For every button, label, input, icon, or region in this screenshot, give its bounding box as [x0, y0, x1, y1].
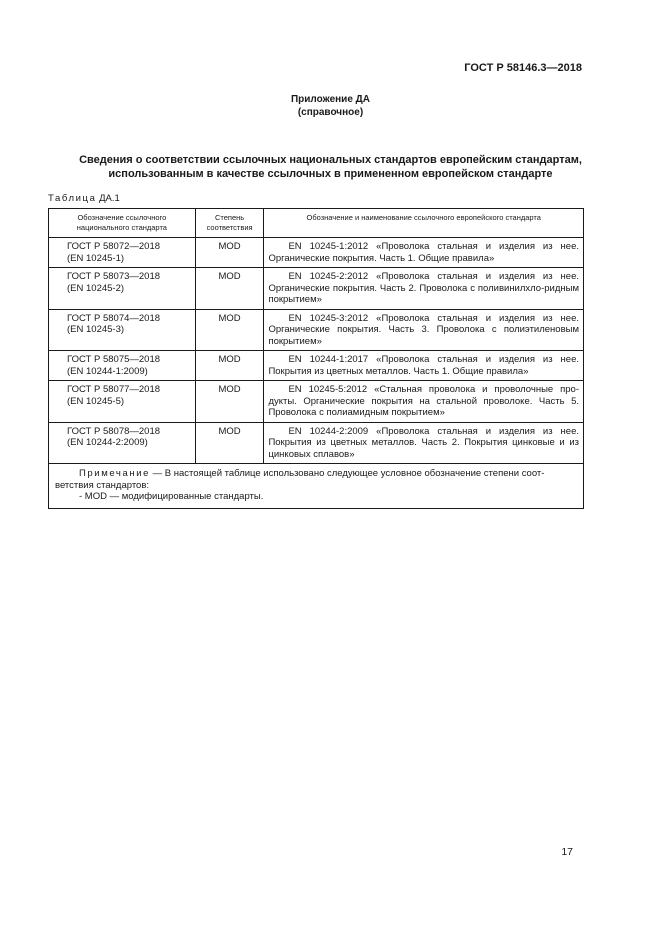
table-header-row	[49, 209, 584, 238]
national-standard-ref: (EN 10245-3)	[67, 324, 125, 335]
annex-block	[0, 93, 661, 119]
degree-cell: MOD	[195, 309, 264, 351]
annex-title: Приложение ДА	[290, 94, 371, 105]
page-number: 17	[561, 846, 573, 858]
table-note	[49, 464, 584, 509]
note-label: Примечание	[79, 468, 150, 479]
header-european-standard: Обозначение и наименование ссылочного европейского стандарта	[264, 209, 584, 238]
degree-cell: MOD	[195, 238, 264, 268]
degree-cell: MOD	[195, 268, 264, 310]
note-item: - MOD — модифицированные стандарты.	[79, 491, 264, 502]
header-degree: Степень соответствия	[195, 209, 264, 238]
table-row	[49, 381, 584, 423]
national-standard-code: ГОСТ Р 58077—2018	[67, 384, 161, 395]
national-standard-cell	[49, 268, 196, 310]
national-standard-code: ГОСТ Р 58073—2018	[67, 271, 161, 282]
table-caption	[48, 193, 120, 204]
national-standard-ref: (EN 10244-2:2009)	[67, 437, 148, 448]
national-standard-code: ГОСТ Р 58075—2018	[67, 354, 161, 365]
national-standard-cell	[49, 381, 196, 423]
national-standard-ref: (EN 10245-5)	[67, 395, 125, 407]
table-row	[49, 268, 584, 310]
national-standard-code: ГОСТ Р 58072—2018	[67, 241, 161, 252]
table-caption-word: Таблица	[48, 193, 97, 204]
table-row	[49, 309, 584, 351]
degree-cell: MOD	[195, 381, 264, 423]
national-standard-cell	[49, 238, 196, 268]
european-standard-cell: EN 10245-3:2012 «Проволока стальная и изделия из нее. Органические покрытия. Часть 3. Проволока с полиэтиленовым покрытием»	[264, 309, 584, 351]
european-standard-cell: EN 10244-1:2017 «Проволока стальная и изделия из нее. Покрытия из цветных металлов. Часть 1. Общие правила»	[264, 351, 584, 381]
national-standard-ref: (EN 10245-1)	[67, 252, 125, 264]
table-row	[49, 422, 584, 464]
table-row	[49, 351, 584, 381]
annex-subtitle: (справочное)	[297, 107, 364, 118]
national-standard-code: ГОСТ Р 58078—2018	[67, 425, 161, 437]
european-standard-cell: EN 10245-2:2012 «Проволока стальная и изделия из нее. Органические покрытия. Часть 2. Проволока с поливинилхло-ридным покрытием»	[264, 268, 584, 310]
european-standard-cell: EN 10245-1:2012 «Проволока стальная и изделия из нее. Органические покрытия. Часть 1. Общие правила»	[264, 238, 584, 268]
section-heading	[40, 153, 621, 181]
national-standard-code: ГОСТ Р 58074—2018	[67, 312, 161, 324]
national-standard-cell	[49, 422, 196, 464]
heading-line-2: использованным в качестве ссылочных в примененном европейском стандарте	[108, 168, 553, 180]
note-text: — В настоящей таблице использовано следующее условное обозначение степени соот-ветствия стандартов:	[55, 468, 545, 491]
european-standard-cell: EN 10245-5:2012 «Стальная проволока и проволочные про-дукты. Органические покрытия на стальной проволоке. Часть 5. Проволока с полиамидным покрытием»	[264, 381, 584, 423]
header-national-standard: Обозначение ссылочного национального стандарта	[49, 209, 196, 238]
table-note-row	[49, 464, 584, 509]
national-standard-ref: (EN 10244-1:2009)	[67, 365, 148, 377]
european-standard-cell: EN 10244-2:2009 «Проволока стальная и изделия из нее. Покрытия из цветных металлов. Часть 2. Покрытия цинковые и из цинковых сплавов»	[264, 422, 584, 464]
national-standard-cell	[49, 309, 196, 351]
table-row	[49, 238, 584, 268]
degree-cell: MOD	[195, 351, 264, 381]
national-standard-cell	[49, 351, 196, 381]
table-caption-number: ДА.1	[96, 193, 120, 204]
degree-cell: MOD	[195, 422, 264, 464]
national-standard-ref: (EN 10245-2)	[67, 282, 125, 294]
heading-line-1: Сведения о соответствии ссылочных национальных стандартов европейским стандартам,	[79, 154, 582, 166]
correspondence-table	[48, 208, 584, 509]
document-code: ГОСТ Р 58146.3—2018	[464, 62, 582, 74]
